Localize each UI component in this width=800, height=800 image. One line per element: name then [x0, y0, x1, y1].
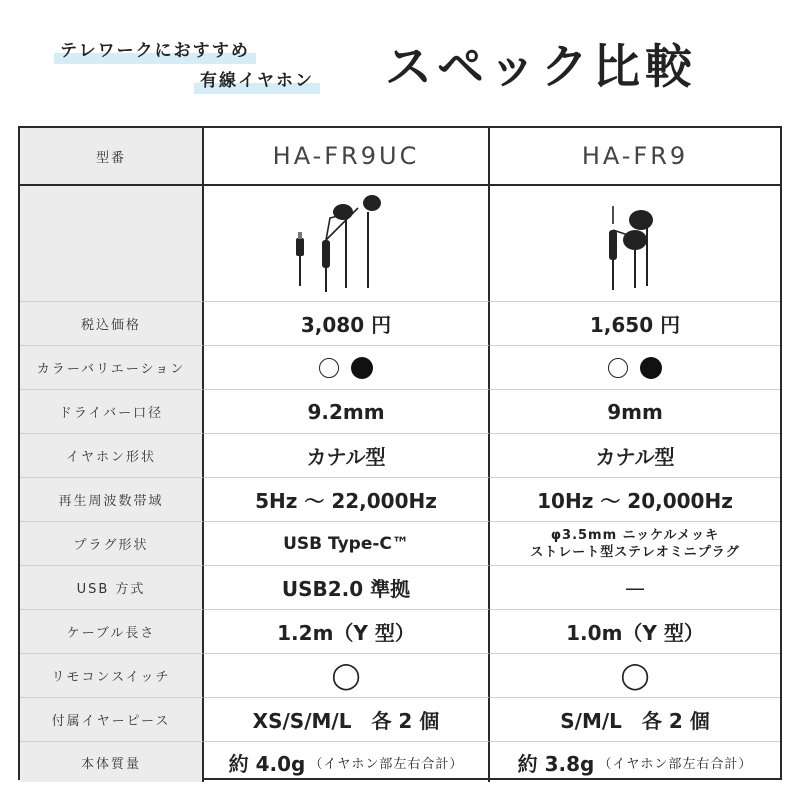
- label-shape: イヤホン形状: [20, 434, 204, 478]
- cable-fr9uc: 1.2m（Y 型）: [204, 610, 490, 654]
- frequency-fr9uc: 5Hz 〜 22,000Hz: [204, 478, 490, 522]
- weight-fr9-value: 約 3.8g: [517, 751, 595, 776]
- label-model: 型番: [20, 128, 204, 186]
- white-color-swatch: [319, 358, 339, 378]
- driver-fr9uc: 9.2mm: [204, 390, 490, 434]
- frequency-fr9: 10Hz 〜 20,000Hz: [490, 478, 780, 522]
- earphone-usbc-icon: [286, 194, 406, 294]
- product-image-fr9uc: [204, 186, 490, 302]
- model-name-fr9uc: HA-FR9UC: [204, 128, 490, 186]
- black-color-swatch: [351, 357, 373, 379]
- plug-fr9uc: USB Type-C™: [204, 522, 490, 566]
- weight-fr9uc: [204, 742, 490, 782]
- label-price: 税込価格: [20, 302, 204, 346]
- label-cable: ケーブル長さ: [20, 610, 204, 654]
- white-color-swatch: [608, 358, 628, 378]
- tag-line-2-text: 有線イヤホン: [200, 71, 314, 91]
- shape-fr9: カナル型: [490, 434, 780, 478]
- model-name-fr9: HA-FR9: [490, 128, 780, 186]
- weight-fr9-note: （イヤホン部左右合計）: [598, 756, 753, 772]
- label-frequency: 再生周波数帯域: [20, 478, 204, 522]
- color-variations-fr9uc: [204, 346, 490, 390]
- remote-fr9uc: ◯: [204, 654, 490, 698]
- label-image: [20, 186, 204, 302]
- earphone-mini-plug-icon: [575, 194, 695, 294]
- weight-fr9: [490, 742, 780, 782]
- driver-fr9: 9mm: [490, 390, 780, 434]
- label-weight: 本体質量: [20, 742, 204, 782]
- tag-line-1-text: テレワークにおすすめ: [60, 41, 250, 61]
- plug-fr9-line1: φ3.5mm ニッケルメッキ: [550, 527, 720, 543]
- label-usb: USB 方式: [20, 566, 204, 610]
- weight-fr9uc-value: 約 4.0g: [228, 751, 306, 776]
- spec-table: [18, 126, 782, 780]
- label-color: カラーバリエーション: [20, 346, 204, 390]
- ear-tips-fr9: S/M/L 各 2 個: [490, 698, 780, 742]
- shape-fr9uc: カナル型: [204, 434, 490, 478]
- price-fr9: 1,650 円: [490, 302, 780, 346]
- cable-fr9: 1.0m（Y 型）: [490, 610, 780, 654]
- plug-fr9: [490, 522, 780, 566]
- color-variations-fr9: [490, 346, 780, 390]
- product-image-fr9: [490, 186, 780, 302]
- page-title: スペック比較: [385, 40, 697, 95]
- ear-tips-fr9uc: XS/S/M/L 各 2 個: [204, 698, 490, 742]
- remote-fr9: ◯: [490, 654, 780, 698]
- tag-line-1: [60, 36, 250, 61]
- weight-fr9uc-note: （イヤホン部左右合計）: [309, 756, 464, 772]
- label-ear-tips: 付属イヤーピース: [20, 698, 204, 742]
- tag-line-2: [200, 66, 314, 91]
- usb-fr9uc: USB2.0 準拠: [204, 566, 490, 610]
- label-driver: ドライバー口径: [20, 390, 204, 434]
- label-remote: リモコンスイッチ: [20, 654, 204, 698]
- plug-fr9-line2: ストレート型ステレオミニプラグ: [530, 544, 740, 560]
- usb-fr9: —: [490, 566, 780, 610]
- black-color-swatch: [640, 357, 662, 379]
- price-fr9uc: 3,080 円: [204, 302, 490, 346]
- label-plug: プラグ形状: [20, 522, 204, 566]
